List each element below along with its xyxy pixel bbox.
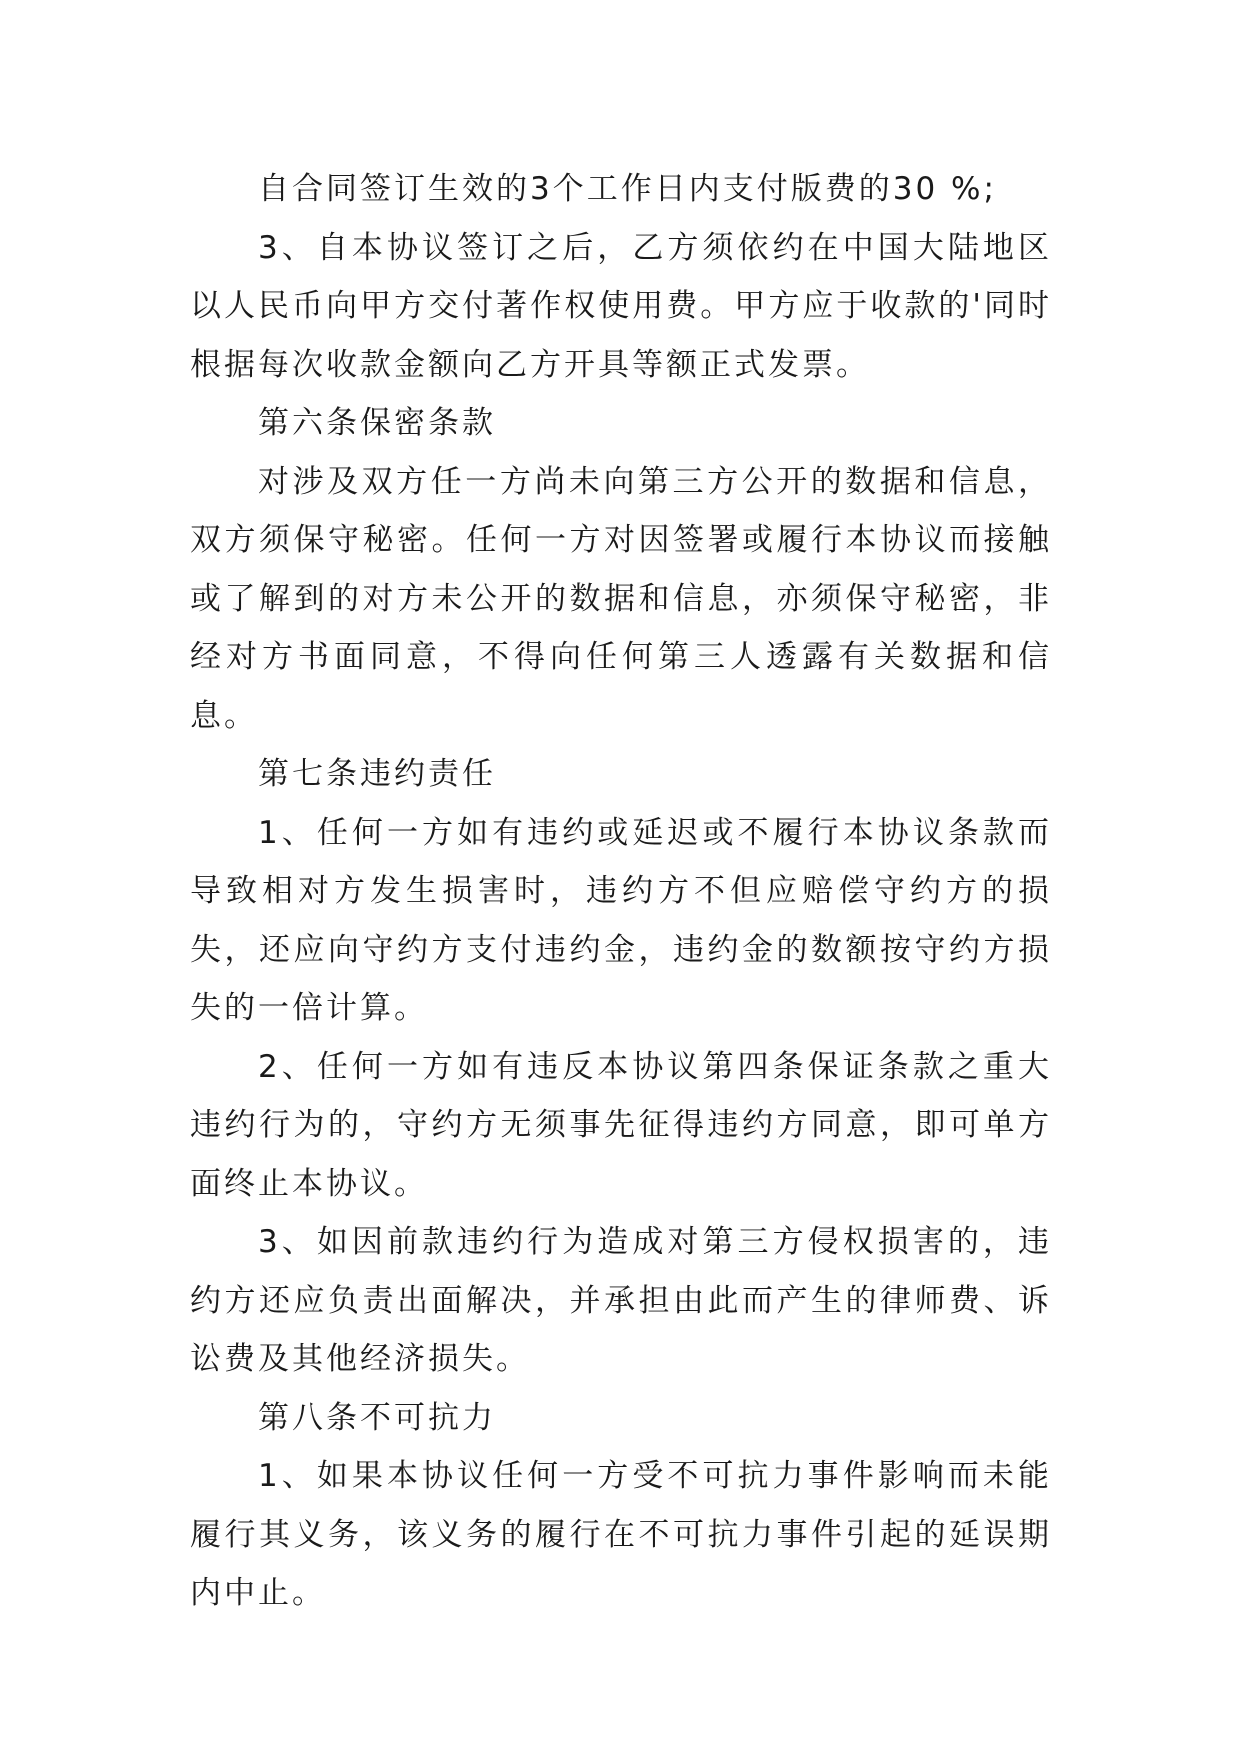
document-body: [190, 160, 1052, 1623]
paragraph-breach-3: 3、如因前款违约行为造成对第三方侵权损害的，违约方还应负责出面解决，并承担由此而产生的律师费、诉讼费及其他经济损失。: [190, 1224, 1052, 1377]
paragraph-force-majeure-1: 1、如果本协议任何一方受不可抗力事件影响而未能履行其义务，该义务的履行在不可抗力事件引起的延误期内中止。: [190, 1458, 1052, 1611]
paragraph-payment-terms: 自合同签订生效的3个工作日内支付版费的30 %;: [258, 171, 997, 207]
heading-article-8: 第八条不可抗力: [258, 1399, 496, 1436]
heading-article-7: 第七条违约责任: [258, 756, 496, 792]
paragraph-breach-1: 1、任何一方如有违约或延迟或不履行本协议条款而导致相对方发生损害时，违约方不但应赔偿守约方的损失，还应向守约方支付违约金，违约金的数额按守约方损失的一倍计算。: [190, 814, 1052, 1026]
paragraph-royalty-payment: 3、自本协议签订之后，乙方须依约在中国大陆地区以人民币向甲方交付著作权使用费。甲方应于收款的'同时根据每次收款金额向乙方开具等额正式发票。: [190, 229, 1052, 383]
paragraph-confidentiality: 对涉及双方任一方尚未向第三方公开的数据和信息，双方须保守秘密。任何一方对因签署或履行本协议而接触或了解到的对方未公开的数据和信息，亦须保守秘密，非经对方书面同意，不得向任何第三人透露有关数据和信息。: [190, 463, 1052, 734]
paragraph-breach-2: 2、任何一方如有违反本协议第四条保证条款之重大违约行为的，守约方无须事先征得违约方同意，即可单方面终止本协议。: [190, 1048, 1052, 1202]
heading-article-6: 第六条保密条款: [258, 405, 496, 441]
